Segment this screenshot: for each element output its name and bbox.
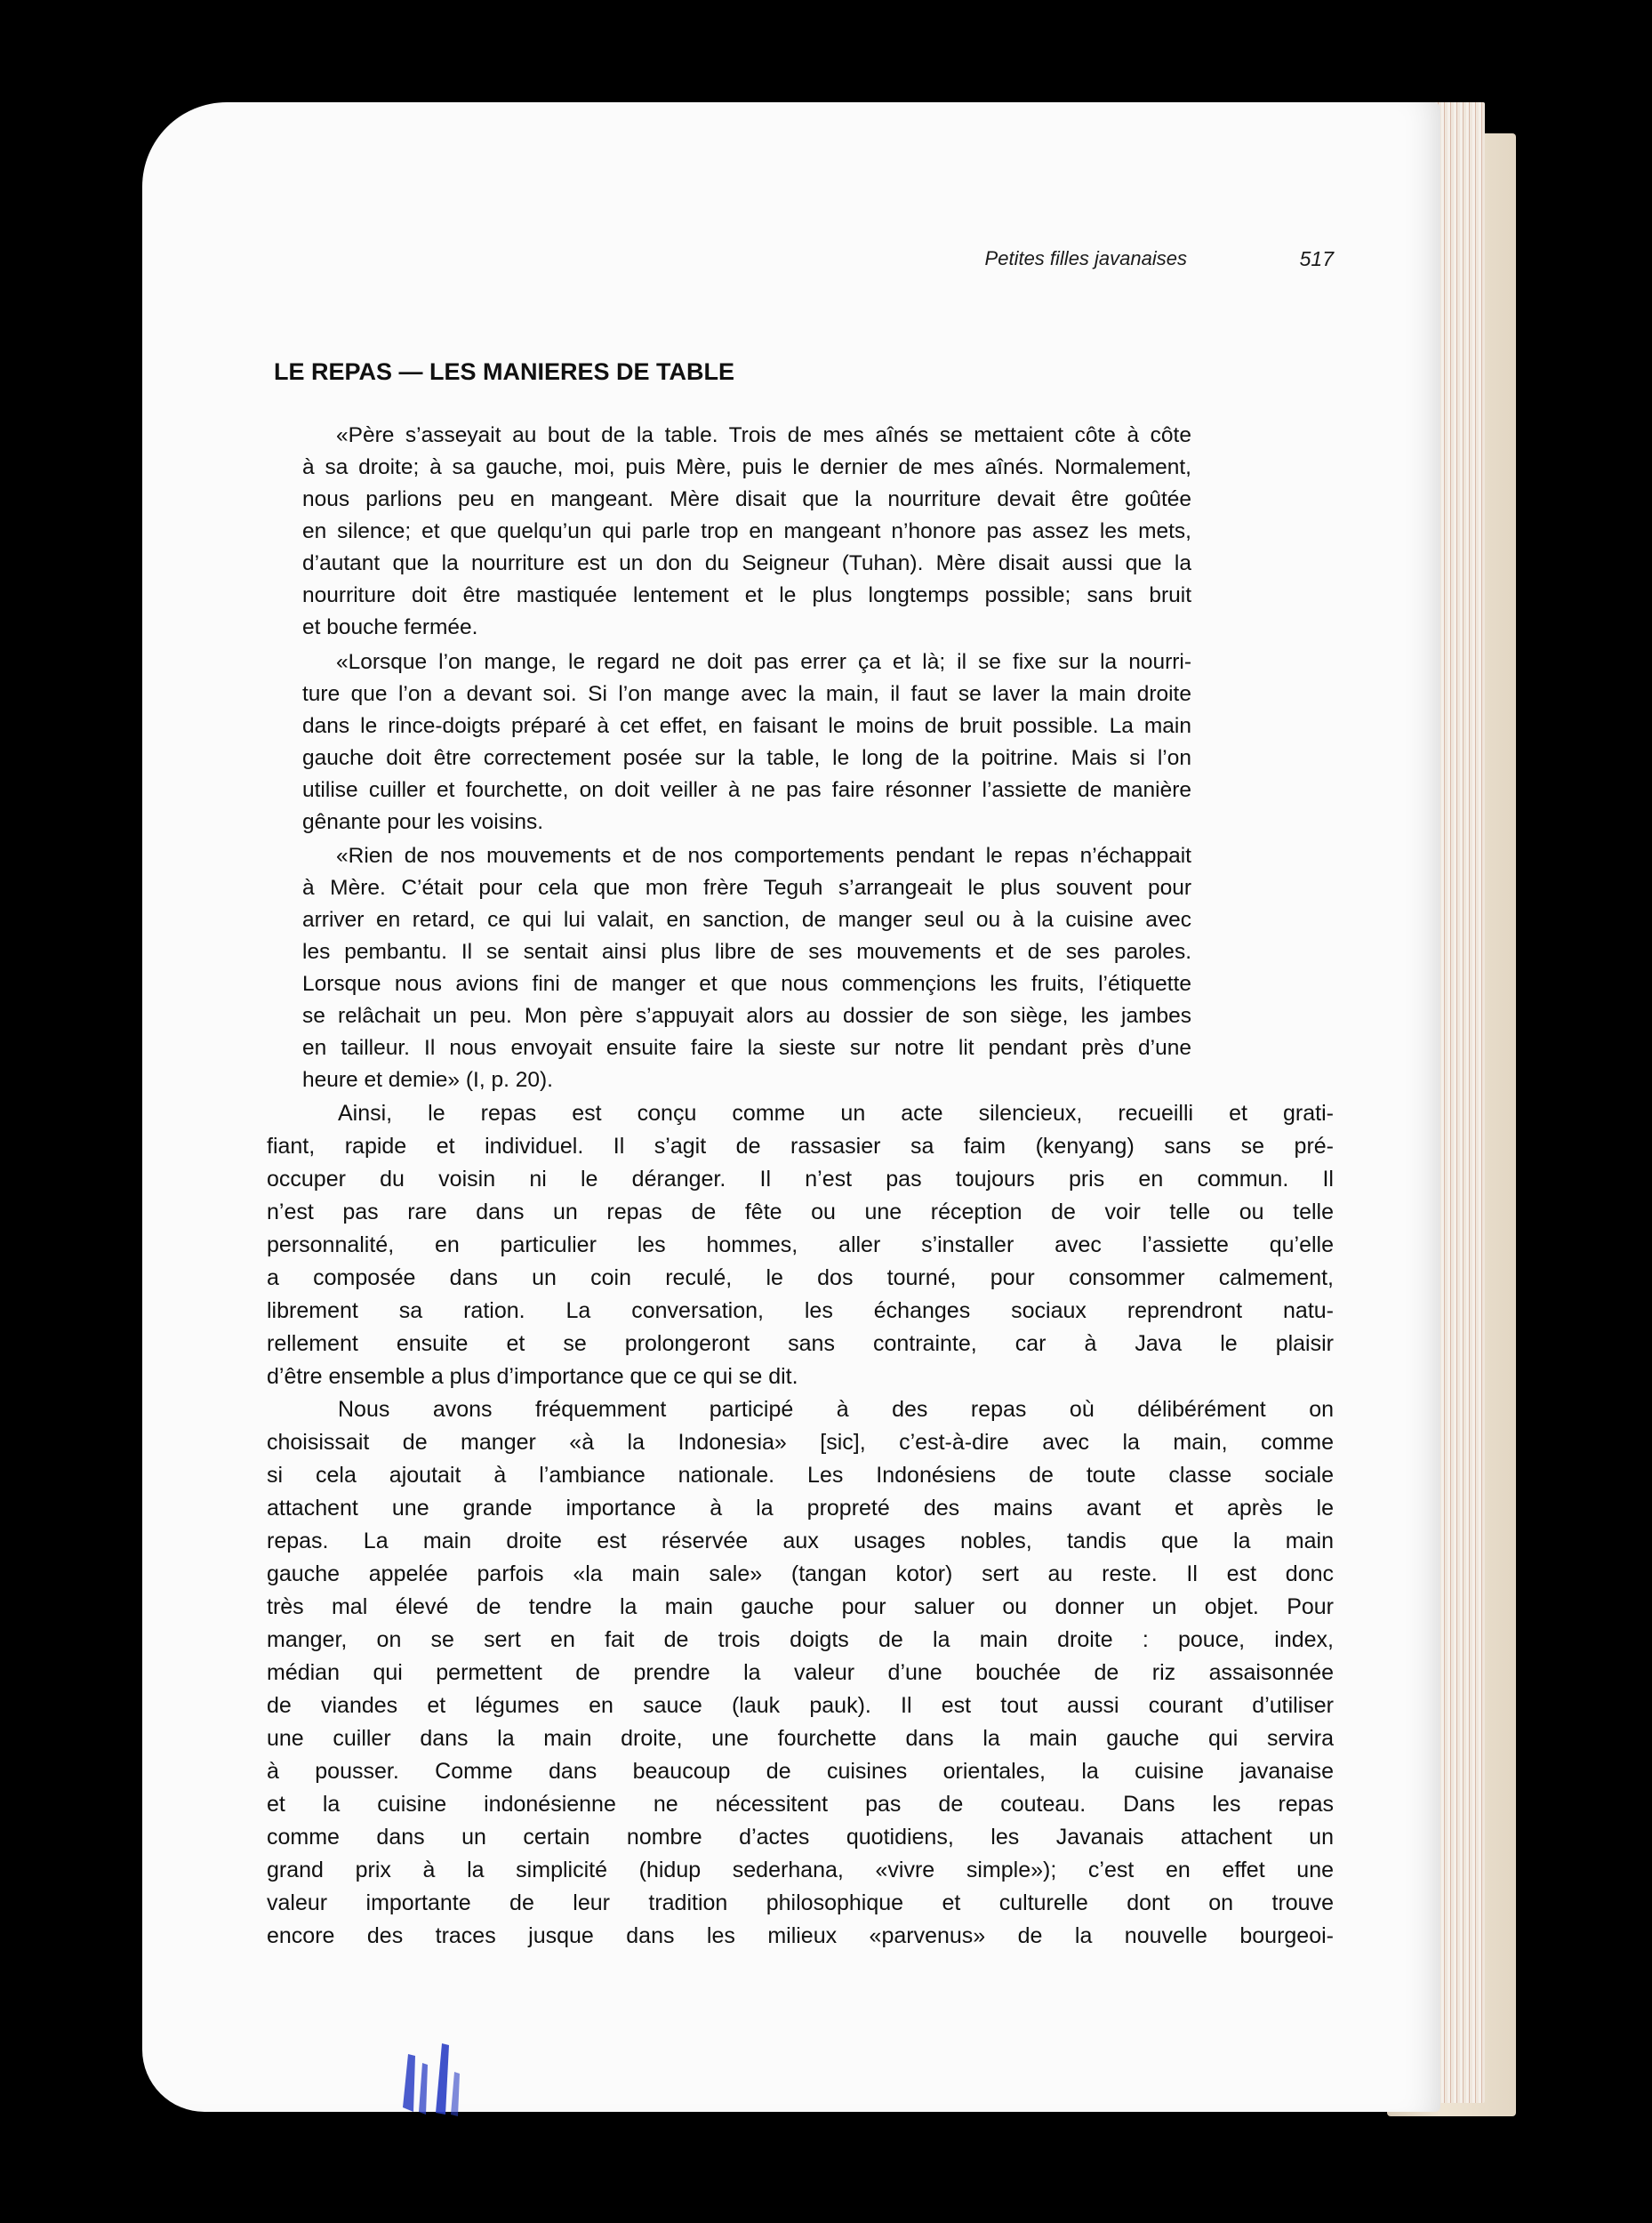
- body-line: comme dans un certain nombre d’actes quotidiens, les Javanais attachent un: [267, 1825, 1334, 1850]
- body-line: occuper du voisin ni le déranger. Il n’est pas toujours pris en commun. Il: [267, 1167, 1334, 1192]
- testimony-line: d’autant que la nourriture est un don du Seigneur (Tuhan). Mère disait aussi que la: [302, 551, 1191, 575]
- testimony-line: gauche doit être correctement posée sur la table, le long de la poitrine. Mais si l’on: [302, 746, 1191, 770]
- testimony-line: en tailleur. Il nous envoyait ensuite faire la sieste sur notre lit pendant près d’une: [302, 1036, 1191, 1060]
- testimony-line: «Lorsque l’on mange, le regard ne doit pas errer ça et là; il se fixe sur la nourri-: [336, 650, 1191, 674]
- body-line: repas. La main droite est réservée aux usages nobles, tandis que la main: [267, 1529, 1334, 1553]
- testimony-line: à Mère. C’était pour cela que mon frère Teguh s’arrangeait le plus souvent pour: [302, 876, 1191, 900]
- body-line: une cuiller dans la main droite, une fourchette dans la main gauche qui servira: [267, 1726, 1334, 1751]
- body-line: encore des traces jusque dans les milieux «parvenus» de la nouvelle bourgeoi-: [267, 1923, 1334, 1948]
- body-line: a composée dans un coin reculé, le dos tourné, pour consommer calmement,: [267, 1265, 1334, 1290]
- testimony-line: «Père s’asseyait au bout de la table. Trois de mes aînés se mettaient côte à côte: [336, 423, 1191, 447]
- body-line: n’est pas rare dans un repas de fête ou une réception de voir telle ou telle: [267, 1200, 1334, 1224]
- testimony-line: «Rien de nos mouvements et de nos comportements pendant le repas n’échappait: [336, 844, 1191, 868]
- body-line: personnalité, en particulier les hommes, aller s’installer avec l’assiette qu’elle: [267, 1232, 1334, 1257]
- testimony-line: et bouche fermée.: [302, 615, 478, 639]
- ink-stamp-mark: [396, 2036, 485, 2116]
- testimony-line: en silence; et que quelqu’un qui parle trop en mangeant n’honore pas assez les mets,: [302, 519, 1191, 543]
- testimony-line: ture que l’on a devant soi. Si l’on mange avec la main, il faut se laver la main droite: [302, 682, 1191, 706]
- body-line: Ainsi, le repas est conçu comme un acte silencieux, recueilli et grati-: [338, 1101, 1334, 1126]
- body-line: valeur importante de leur tradition philosophique et culturelle dont on trouve: [267, 1890, 1334, 1915]
- book-page: [142, 102, 1440, 2112]
- testimony-line: gênante pour les voisins.: [302, 810, 544, 834]
- body-line: Nous avons fréquemment participé à des repas où délibérément on: [338, 1397, 1334, 1422]
- body-line: et la cuisine indonésienne ne nécessitent pas de couteau. Dans les repas: [267, 1792, 1334, 1817]
- body-line: rellement ensuite et se prolongeront sans contrainte, car à Java le plaisir: [267, 1331, 1334, 1356]
- body-line: si cela ajoutait à l’ambiance nationale. Les Indonésiens de toute classe sociale: [267, 1463, 1334, 1488]
- testimony-line: dans le rince-doigts préparé à cet effet, en faisant le moins de bruit possible. La main: [302, 714, 1191, 738]
- body-line: à pousser. Comme dans beaucoup de cuisines orientales, la cuisine javanaise: [267, 1759, 1334, 1784]
- testimony-line: arriver en retard, ce qui lui valait, en sanction, de manger seul ou à la cuisine avec: [302, 908, 1191, 932]
- body-line: gauche appelée parfois «la main sale» (tangan kotor) sert au reste. Il est donc: [267, 1561, 1334, 1586]
- body-line: de viandes et légumes en sauce (lauk pauk). Il est tout aussi courant d’utiliser: [267, 1693, 1334, 1718]
- body-line: d’être ensemble a plus d’importance que ce qui se dit.: [267, 1364, 798, 1389]
- body-line: fiant, rapide et individuel. Il s’agit de rassasier sa faim (kenyang) sans se pré-: [267, 1134, 1334, 1159]
- body-line: très mal élevé de tendre la main gauche pour saluer ou donner un objet. Pour: [267, 1594, 1334, 1619]
- testimony-line: nourriture doit être mastiquée lentement et le plus longtemps possible; sans bruit: [302, 583, 1191, 607]
- body-line: choisissait de manger «à la Indonesia» [sic], c’est-à-dire avec la main, comme: [267, 1430, 1334, 1455]
- testimony-line: Lorsque nous avions fini de manger et que nous commençions les fruits, l’étiquette: [302, 972, 1191, 996]
- running-title: Petites filles javanaises: [984, 247, 1187, 269]
- testimony-line: heure et demie» (I, p. 20).: [302, 1068, 553, 1092]
- testimony-line: nous parlions peu en mangeant. Mère disait que la nourriture devait être goûtée: [302, 487, 1191, 511]
- testimony-line: utilise cuiller et fourchette, on doit veiller à ne pas faire résonner l’assiette de manière: [302, 778, 1191, 802]
- testimony-line: les pembantu. Il se sentait ainsi plus libre de ses mouvements et de ses paroles.: [302, 940, 1191, 964]
- section-heading: LE REPAS — LES MANIERES DE TABLE: [274, 358, 735, 385]
- body-line: grand prix à la simplicité (hidup sederhana, «vivre simple»); c’est en effet une: [267, 1858, 1334, 1882]
- testimony-line: à sa droite; à sa gauche, moi, puis Mère, puis le dernier de mes aînés. Normalement,: [302, 455, 1191, 479]
- page-number: 517: [1299, 247, 1334, 270]
- body-line: manger, on se sert en fait de trois doigts de la main droite : pouce, index,: [267, 1627, 1334, 1652]
- testimony-line: se relâchait un peu. Mon père s’appuyait alors au dossier de son siège, les jambes: [302, 1004, 1191, 1028]
- body-line: librement sa ration. La conversation, les échanges sociaux reprendront natu-: [267, 1298, 1334, 1323]
- body-line: attachent une grande importance à la propreté des mains avant et après le: [267, 1496, 1334, 1521]
- body-line: médian qui permettent de prendre la valeur d’une bouchée de riz assaisonnée: [267, 1660, 1334, 1685]
